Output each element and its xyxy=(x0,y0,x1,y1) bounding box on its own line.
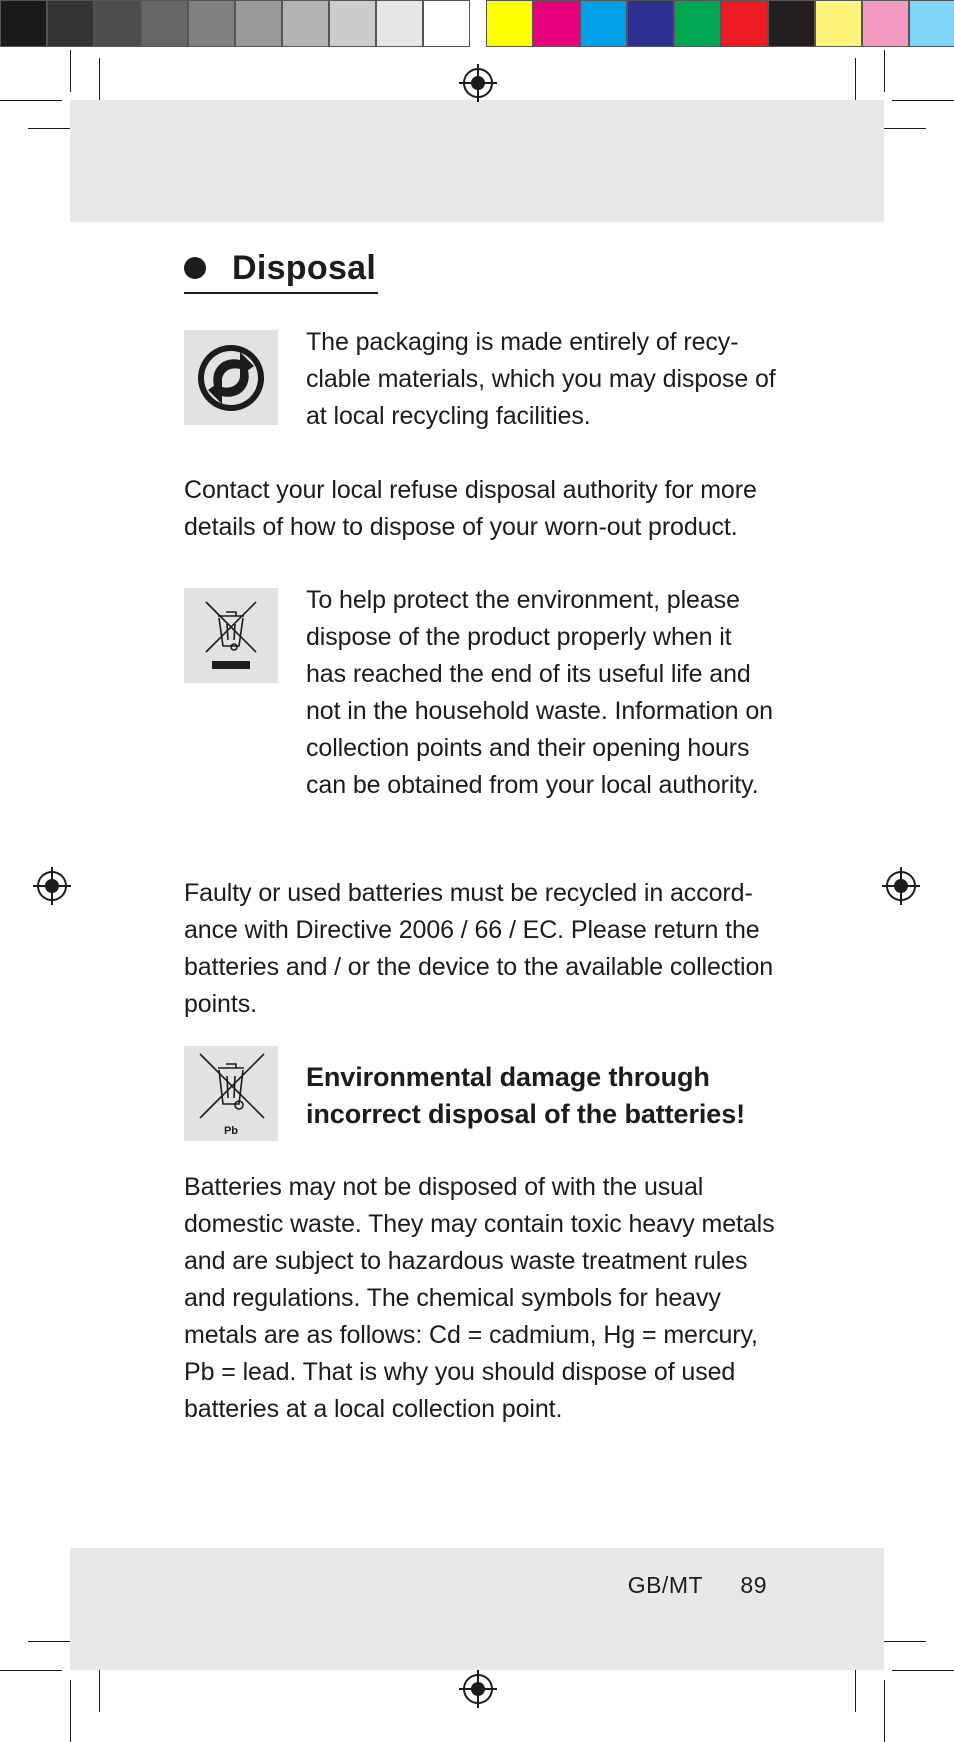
green-dot-recycling-icon xyxy=(184,330,278,425)
warning-text: Environmental damage through incorrect disposal of the batteries! xyxy=(306,1062,745,1129)
environment-text: To help protect the environment, please dispose of the product properly when it has reached the end of its useful life and not in the household waste. Information on collection points and their opening hours can be obtained from your local authority. xyxy=(306,586,773,799)
color-swatch xyxy=(188,0,235,47)
crop-mark xyxy=(892,1670,954,1671)
header-band xyxy=(70,100,884,222)
color-swatch xyxy=(815,0,862,47)
color-swatch xyxy=(235,0,282,47)
packaging-text: The packaging is made entirely of recy-clable materials, which you may dispose of at local recycling facilities. xyxy=(306,328,776,430)
color-swatch xyxy=(533,0,580,47)
battery-bin-label: Pb xyxy=(223,1125,239,1137)
color-swatch xyxy=(94,0,141,47)
color-swatch xyxy=(768,0,815,47)
section-heading xyxy=(184,244,378,294)
crop-mark xyxy=(70,50,71,92)
battery-details-text: Batteries may not be disposed of with the usual domestic waste. They may contain toxic heavy metals and are subject to hazardous waste treatment rules and regulations. The chemical symbols for heavy metals are as follows: Cd = cadmium, Hg = mercury, Pb = lead. That is why you should dispose of used batteries at a local collection point. xyxy=(184,1173,775,1423)
registration-mark-icon xyxy=(882,867,920,905)
contact-text: Contact your local refuse disposal authority for more details of how to dispose of your worn-out product. xyxy=(184,476,757,541)
page-footer xyxy=(628,1572,767,1599)
battery-bin-icon-box xyxy=(184,1046,278,1141)
color-swatch xyxy=(423,0,470,47)
footer-band xyxy=(70,1548,884,1670)
crop-mark xyxy=(884,1680,885,1742)
recycle-icon-box xyxy=(184,330,278,425)
crop-mark xyxy=(70,1680,71,1742)
footer-region: GB/MT xyxy=(627,1572,703,1598)
registration-mark-icon xyxy=(459,1670,497,1708)
color-swatch xyxy=(0,0,47,47)
registration-mark-icon xyxy=(33,867,71,905)
color-swatch xyxy=(486,0,533,47)
color-calibration-bar xyxy=(0,0,954,49)
color-swatch xyxy=(376,0,423,47)
bullet-icon xyxy=(184,257,206,279)
crossed-out-bin-icon xyxy=(184,588,278,683)
weee-icon-box xyxy=(184,588,278,683)
color-swatch xyxy=(674,0,721,47)
crop-mark xyxy=(0,1670,62,1671)
crop-mark xyxy=(0,100,62,101)
page-number: 89 xyxy=(740,1572,767,1598)
color-swatch xyxy=(282,0,329,47)
color-swatch xyxy=(721,0,768,47)
color-swatch xyxy=(862,0,909,47)
color-swatch xyxy=(47,0,94,47)
crossed-out-battery-bin-icon xyxy=(184,1046,278,1141)
color-swatch xyxy=(627,0,674,47)
crop-mark xyxy=(892,100,954,101)
color-swatch xyxy=(329,0,376,47)
color-swatch xyxy=(141,0,188,47)
color-swatch xyxy=(580,0,627,47)
section-title: Disposal xyxy=(232,248,377,287)
crop-mark xyxy=(884,50,885,92)
batteries-text: Faulty or used batteries must be recycled in accord-ance with Directive 2006 / 66 / EC. Please return the batteries and / or the device to the available collection points. xyxy=(184,879,774,1018)
registration-mark-icon xyxy=(459,64,497,102)
color-swatch xyxy=(909,0,954,47)
